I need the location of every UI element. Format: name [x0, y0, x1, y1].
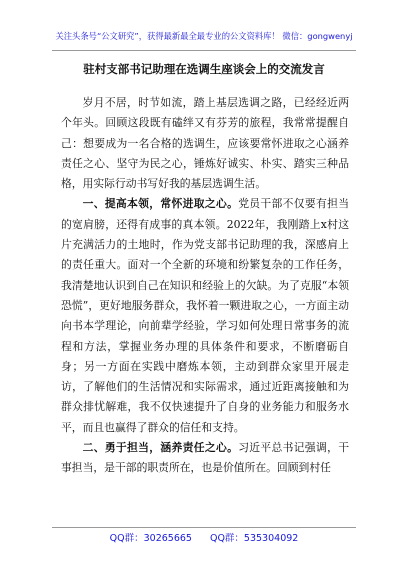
section-heading: 一、提高本领，常怀进取之心。: [82, 197, 239, 211]
header-banner: 关注头条号“公文研究”，获得最新最全最专业的公文资料库！ 微信：gongwenyj: [55, 31, 353, 41]
paragraph-text: 习近平总书记强调，干事担当，是干部的职责所在，也是价值所在。回顾到村任: [61, 441, 350, 475]
section-heading: 二、勇于担当，涵养责任之心。: [82, 441, 239, 455]
paragraph-intro: [61, 93, 349, 194]
footer: [0, 533, 408, 545]
paragraph-section-1: [61, 194, 349, 438]
footer-divider: [52, 527, 356, 528]
document-body: [61, 93, 349, 479]
paragraph-text: 党员干部不仅要有担当的宽肩膀，还得有成事的真本领。2022年，我刚踏上x村这片充满活力的土地时，作为党支部书记助理的我，深感肩上的责任重大。面对一个全新的环境和纷繁复杂的工作任务，我清楚地认识到自己在知识和经验上的欠缺。为了克服“本领恐慌”，更好地服务群众，我怀着一颗进取之心，一方面主动向书本学理论，向前辈学经验，学习如何处理日常事务的流程和方法，掌握业务办理的具体条件和要求，不断磨砺自身；另一方面在实践中磨炼本领，主动到群众家里开展走访，了解他们的生活情况和实际需求，通过近距离接触和为群众排忧解难，我不仅快速提升了自身的业务能力和服务水平，而且也赢得了群众的信任和支持。: [61, 197, 350, 434]
footer-qq-group-2: QQ群：535304092: [209, 533, 299, 544]
paragraph-section-2: [61, 438, 349, 479]
paragraph-text: 岁月不居，时节如流，踏上基层选调之路，已经经近两个年头。回顾这段既有磕绊又有芬芳的旅程，我常常提醒自己：想要成为一名合格的选调生，应该要常怀进取之心涵养责任之心、坚守为民之心，锤炼好诚实、朴实、踏实三种品格，用实际行动书写好我的基层选调生活。: [61, 96, 349, 191]
header-divider: [52, 50, 356, 51]
document-title: 驻村支部书记助理在选调生座谈会上的交流发言: [83, 62, 325, 76]
footer-qq-group-1: QQ群：30265665: [109, 533, 192, 544]
